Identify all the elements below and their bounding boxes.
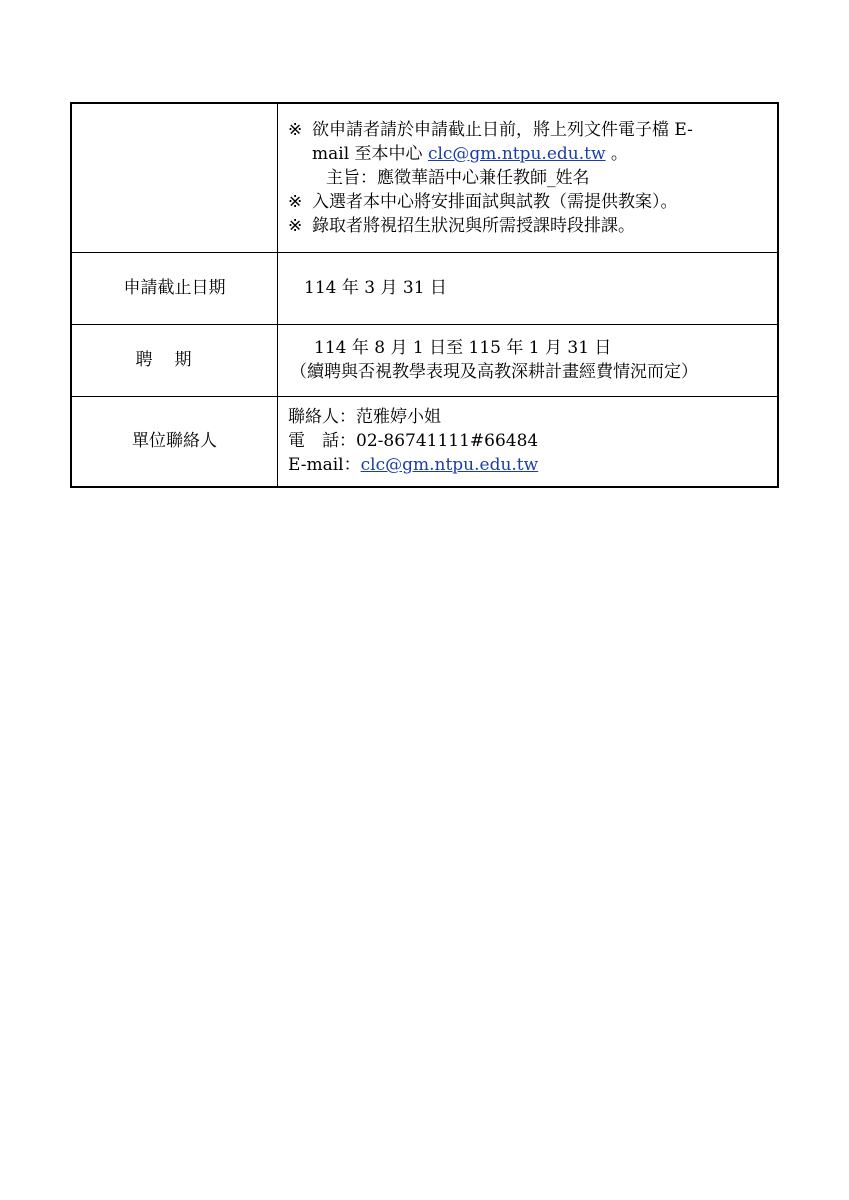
deadline-content-cell — [278, 252, 779, 324]
note-item-1-continued — [288, 142, 755, 166]
contact-row — [71, 396, 778, 487]
reference-mark-icon: ※ — [288, 191, 303, 212]
application-notes — [278, 106, 777, 250]
note-item-1-text: 欲申請者請於申請截止日前，將上列文件電子檔 E- — [312, 119, 693, 140]
note-item-3 — [288, 214, 755, 238]
period-details — [278, 336, 777, 384]
application-email-link[interactable]: clc@gm.ntpu.edu.tw — [427, 143, 606, 164]
note-item-1-text-3: 。 — [605, 143, 628, 164]
period-dates: 114 年 8 月 1 日至 115 年 1 月 31 日 — [314, 338, 612, 358]
period-label: 聘期 — [135, 350, 214, 370]
note-item-1 — [288, 118, 755, 142]
deadline-label: 申請截止日期 — [71, 252, 278, 324]
contact-label: 單位聯絡人 — [71, 396, 278, 487]
period-content-cell — [278, 324, 779, 396]
contact-person: 聯絡人：范雅婷小姐 — [288, 407, 441, 428]
note-item-1-text-2: mail 至本中心 — [312, 143, 428, 164]
notes-content-cell — [278, 103, 779, 252]
contact-phone: 電 話：02-86741111#66484 — [288, 431, 539, 452]
contact-email-label: E-mail： — [288, 455, 361, 476]
notes-label-cell — [71, 103, 278, 252]
note-item-2-text: 入選者本中心將安排面試與試教（需提供教案）。 — [312, 191, 678, 212]
contact-email-line — [288, 453, 777, 477]
contact-details — [278, 405, 777, 477]
email-subject-format: 主旨：應徵華語中心兼任教師_姓名 — [326, 167, 590, 188]
reference-mark-icon: ※ — [288, 215, 303, 236]
period-label-cell — [71, 324, 278, 396]
deadline-row — [71, 252, 778, 324]
employment-period-row — [71, 324, 778, 396]
note-item-2 — [288, 190, 755, 214]
contact-email-link[interactable]: clc@gm.ntpu.edu.tw — [360, 455, 539, 476]
period-renewal-note: （續聘與否視教學表現及高教深耕計畫經費情況而定） — [290, 362, 698, 382]
recruitment-info-table — [70, 102, 779, 488]
contact-content-cell — [278, 396, 779, 487]
reference-mark-icon: ※ — [288, 119, 303, 140]
notes-row — [71, 103, 778, 252]
deadline-value: 114 年 3 月 31 日 — [304, 278, 447, 298]
note-item-3-text: 錄取者將視招生狀況與所需授課時段排課。 — [312, 215, 635, 236]
